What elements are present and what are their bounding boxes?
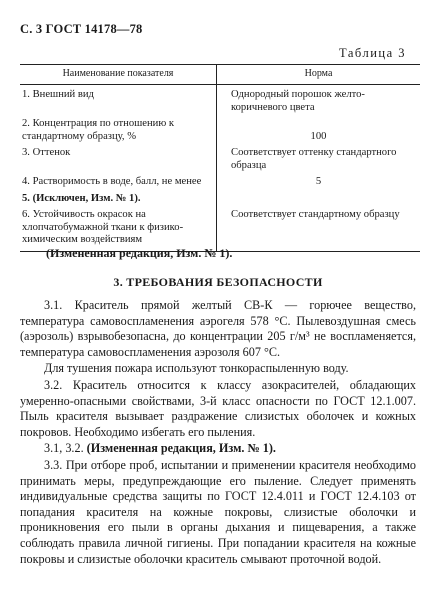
indicator-cell: 6. Устойчивость окрасок на хлопчатобумажной ткани к физико-химическим воздействиям [20,205,217,251]
column-header-norm: Норма [217,65,421,85]
section-body [20,298,416,567]
paragraph-3-1: 3.1. Краситель прямой желтый СВ-К — горючее вещество, температура самовоспламенения аэрогеля 578 °С. Пылевоздушная смесь (аэрозоль) взрывобезопасна, до концентрации 205 г/м³ не воспламеняется, температура самовоспламенения аэрозоля 607 °С. [20,298,416,359]
indicator-cell: 4. Растворимость в воде, балл, не менее [20,172,217,189]
norm-cell: Соответствует стандартному образцу [217,205,421,251]
norm-cell: 5 [315,176,322,187]
requirements-table [20,64,420,252]
paragraph-3-2: 3.2. Краситель относится к классу азокрасителей, обладающих умеренно-опасными свойствами, 3-й класс опасности по ГОСТ 12.1.007. Пыль красителя вызывает раздражение слизистых оболочек и кожных покровов. Необходимо избегать его пыления. [20,377,416,439]
indicator-cell: 5. (Исключен, Изм. № 1). [20,189,217,206]
table-row [20,143,420,172]
table-caption: Таблица 3 [339,46,406,60]
paragraph-fire: Для тушения пожара используют тонкораспыленную воду. [44,361,349,376]
table-row [20,85,420,115]
norm-cell: Однородный порошок желто-коричневого цвета [231,89,365,113]
column-header-indicator: Наименование показателя [20,65,217,85]
norm-cell: 100 [310,130,327,142]
indicator-cell: 1. Внешний вид [20,85,217,115]
section-title: 3. ТРЕБОВАНИЯ БЕЗОПАСНОСТИ [113,275,323,289]
norm-cell [217,189,421,206]
table-row [20,114,420,143]
table-header-row [20,65,420,85]
table-row [20,189,420,206]
norm-cell: Соответствует оттенку стандартного образца [231,147,397,171]
revision-note: (Измененная редакция, Изм. № 1). [86,441,276,456]
revision-prefix: 3.1, 3.2. [44,441,87,456]
table-note: (Измененная редакция, Изм. № 1). [46,246,233,260]
indicator-cell: 2. Концентрация по отношению к стандартному образцу, % [20,114,217,143]
paragraph-3-3: 3.3. При отборе проб, испытании и применении красителя необходимо принимать меры, предупреждающие его пыление. Следует применять индивидуальные средства защиты по ГОСТ 12.4.011 и ГОСТ 12.4.103 от попадания красителя на кожные покровы, слизистые оболочки и проникновения его пыли в органы дыхания и пищеварения, а также соблюдать правила личной гигиены. При попадании красителя на кожные покровы и слизистые оболочки краситель смывают проточной водой. [20,457,416,566]
page-header: С. 3 ГОСТ 14178—78 [20,22,143,36]
table-row [20,205,420,251]
table-row [20,172,420,189]
paragraph-revision [20,441,416,457]
indicator-cell: 3. Оттенок [20,143,217,172]
